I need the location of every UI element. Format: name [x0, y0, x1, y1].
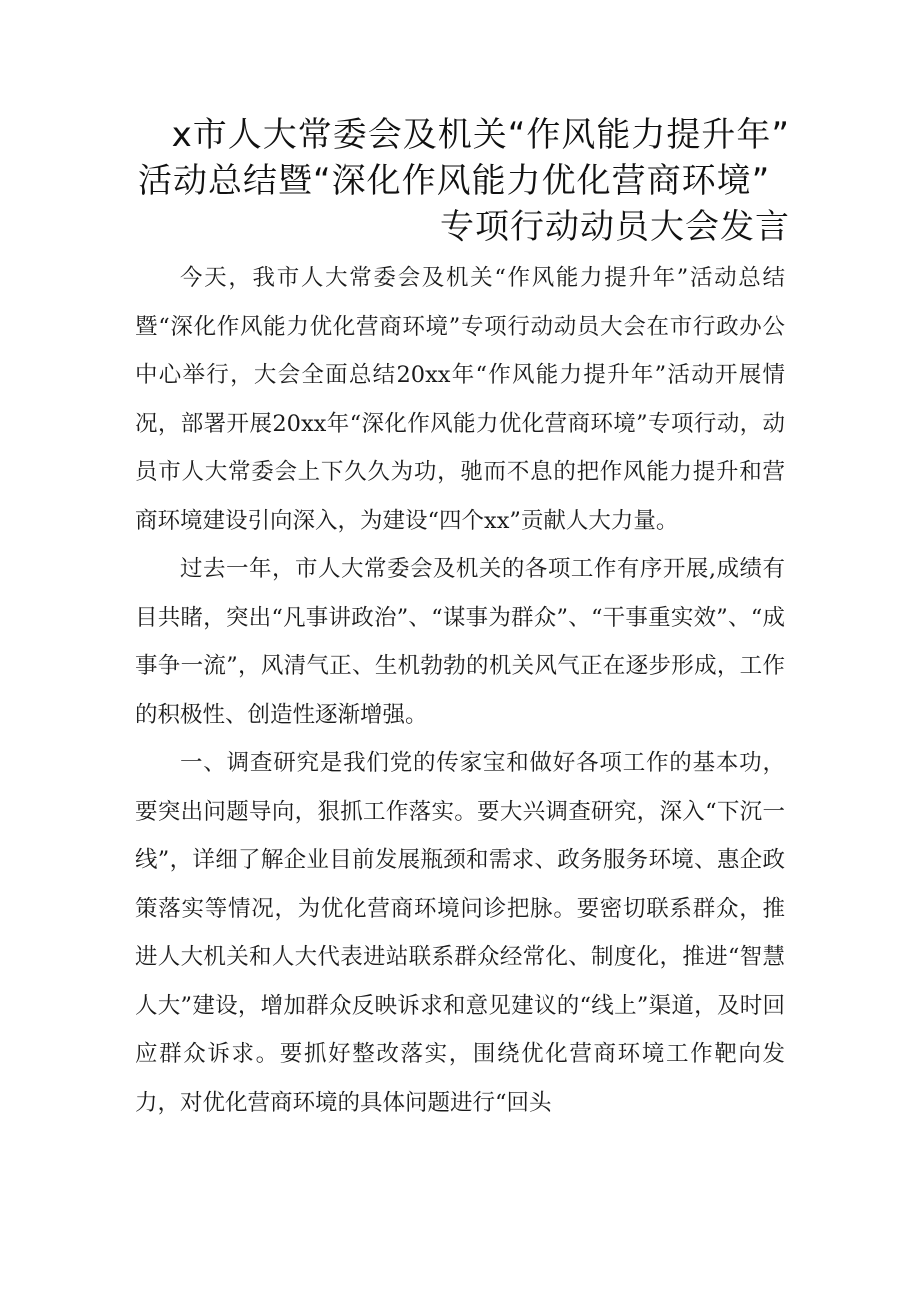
document-title	[130, 112, 790, 250]
paragraph-3: 一、调查研究是我们党的传家宝和做好各项工作的基本功，要突出问题导向，狠抓工作落实。要大兴调查研究，深入“下沉一线”，详细了解企业目前发展瓶颈和需求、政务服务环境、惠企政策落实等情况，为优化营商环境问诊把脉。要密切联系群众，推进人大机关和人大代表进站联系群众经常化、制度化，推进“智慧人大”建设，增加群众反映诉求和意见建议的“线上”渠道，及时回应群众诉求。要抓好整改落实，围绕优化营商环境工作靶向发力，对优化营商环境的具体问题进行“回头	[135, 750, 785, 1116]
title-line-3: 专项行动动员大会发言	[440, 207, 790, 247]
title-line-1: x市人大常委会及机关“作风能力提升年”	[171, 115, 790, 155]
paragraph-1: 今天，我市人大常委会及机关“作风能力提升年”活动总结暨“深化作风能力优化营商环境”专项行动动员大会在市行政办公中心举行，大会全面总结20xx年“作风能力提升年”活动开展情况，部署开展20xx年“深化作风能力优化营商环境”专项行动，动员市人大常委会上下久久为功，驰而不息的把作风能力提升和营商环境建设引向深入，为建设“四个xx”贡献人大力量。	[135, 265, 785, 534]
document-body	[135, 254, 785, 1127]
title-line-2: 活动总结暨“深化作风能力优化营商环境”	[138, 161, 771, 201]
paragraph-2: 过去一年，市人大常委会及机关的各项工作有序开展,成绩有目共睹，突出“凡事讲政治”、“谋事为群众”、“干事重实效”、“成事争一流”，风清气正、生机勃勃的机关风气正在逐步形成，工作的积极性、创造性逐渐增强。	[135, 556, 785, 728]
